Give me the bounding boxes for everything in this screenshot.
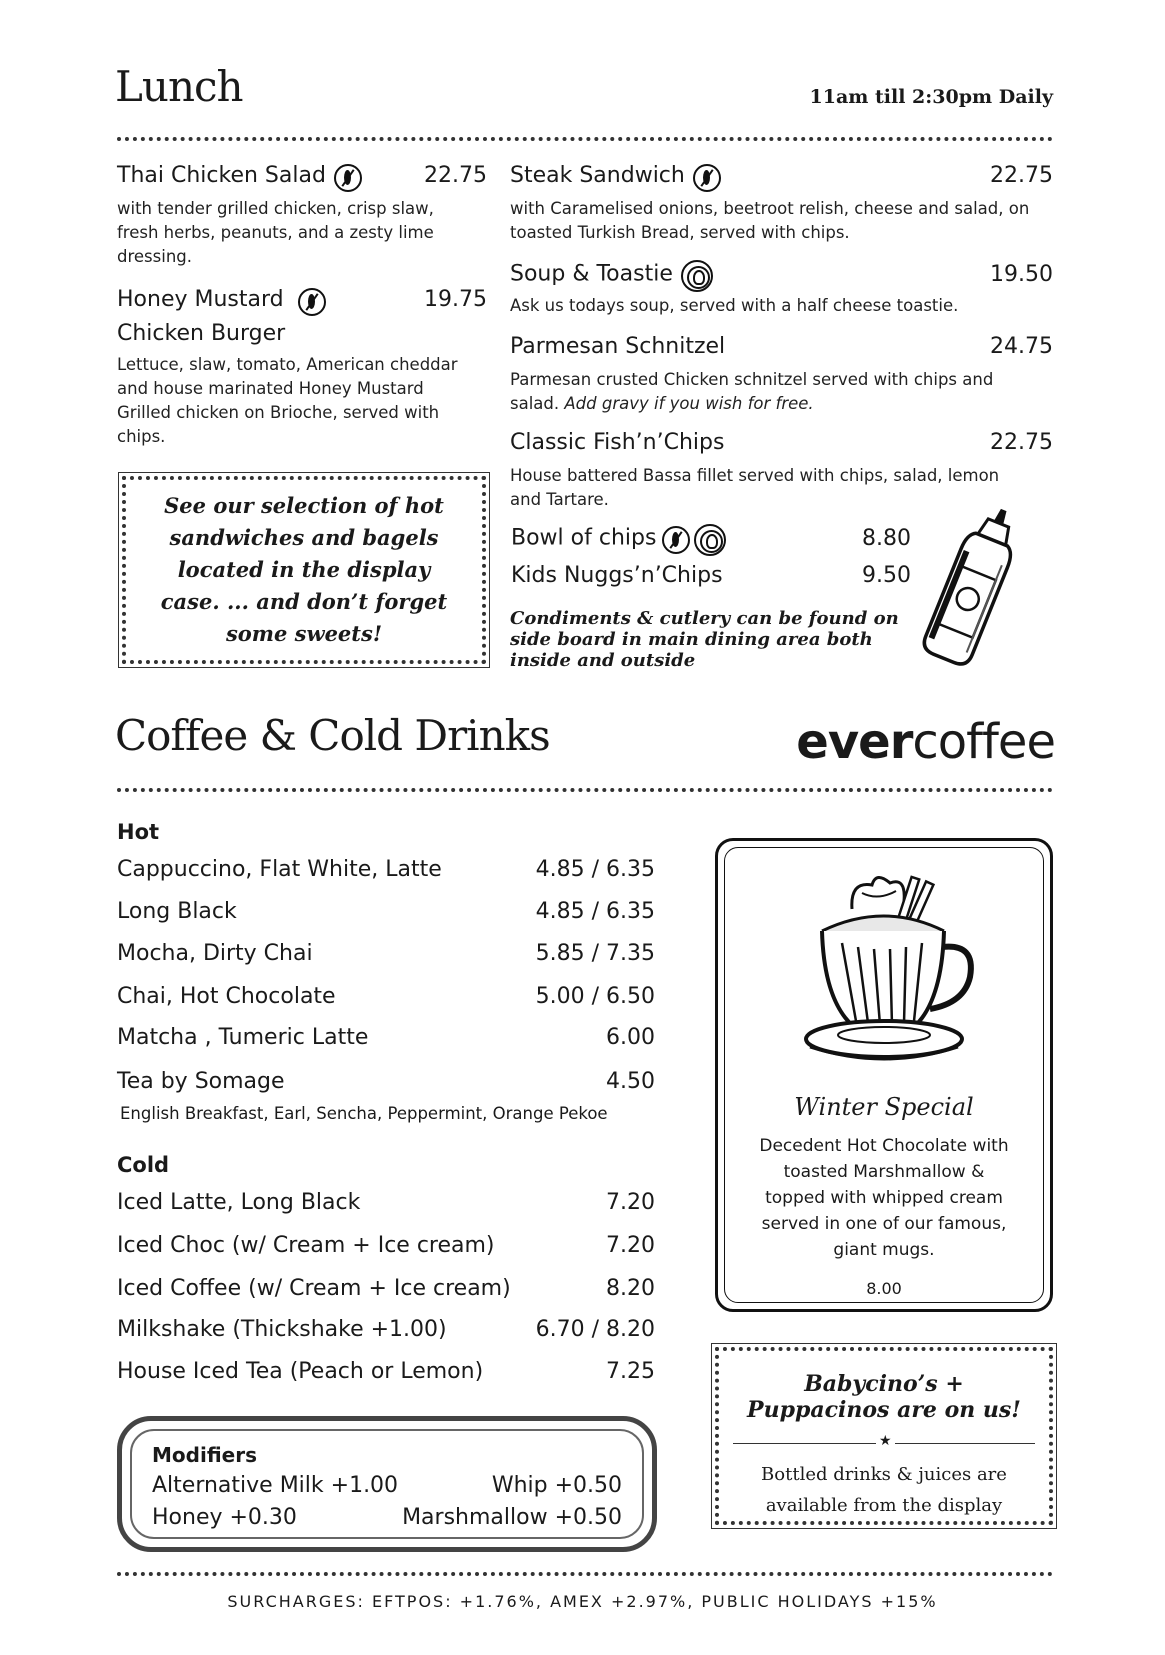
item-price: 22.75 [990,163,1053,188]
evercoffee-logo [796,714,1055,770]
item-description: with Caramelised onions, beetroot relish, cheese and salad, on toasted Turkish Bread, served with chips. [510,199,1030,242]
lunch-hours: 11am till 2:30pm Daily [809,86,1053,108]
star-icon: ★ [876,1433,895,1449]
item-name: Bowl of chips [511,525,657,551]
menu-item [510,260,1053,318]
gluten-free-icon [662,526,690,554]
item-description [510,368,1030,416]
item-name: Kids Nuggs’n’Chips [511,563,723,588]
tea-varieties: English Breakfast, Earl, Sencha, Peppermint, Orange Pekoe [120,1104,608,1123]
item-description: House battered Bassa fillet served with chips, salad, lemon and Tartare. [510,466,1000,509]
drink-name: Mocha, Dirty Chai [117,941,313,966]
modifiers-title: Modifiers [152,1443,257,1467]
winter-special-box [715,838,1053,1312]
item-description-text: Parmesan crusted Chicken schnitzel served with chips and salad. [510,370,994,413]
gluten-free-icon [693,164,721,192]
drink-price: 4.85 / 6.35 [535,899,655,924]
drink-price: 7.25 [606,1359,655,1384]
item-price: 22.75 [424,163,487,188]
item-description: Lettuce, slaw, tomato, American cheddar and house marinated Honey Mustard Grilled chicken on Brioche, served with chips. [117,355,458,446]
drink-price: 6.70 / 8.20 [535,1317,655,1342]
drink-name: Iced Latte, Long Black [117,1190,361,1215]
item-price: 19.50 [990,262,1053,287]
divider [117,788,1053,792]
lunch-title: Lunch [115,62,243,111]
ornament-divider [733,1433,1035,1449]
menu-item [117,163,487,269]
drink-name: Chai, Hot Chocolate [117,984,336,1009]
drink-name: Matcha , Tumeric Latte [117,1025,369,1050]
menu-item [510,163,1053,245]
hot-chocolate-mug-icon [792,871,982,1071]
sauce-bottle-icon [918,500,1028,672]
item-description: with tender grilled chicken, crisp slaw, fresh herbs, peanuts, and a zesty lime dressing. [117,199,434,266]
modifier-marshmallow: Marshmallow +0.50 [402,1505,622,1530]
item-price: 9.50 [862,563,911,588]
drink-price: 6.00 [606,1025,655,1050]
drink-price: 5.85 / 7.35 [535,941,655,966]
note-text: See our selection of hot sandwiches and bagels located in the display case. ... and don’t forget some sweets! [160,493,448,646]
item-price: 22.75 [990,430,1053,455]
item-name: Steak Sandwich [510,163,685,188]
drink-price: 4.85 / 6.35 [535,857,655,882]
drink-price: 4.50 [606,1069,655,1094]
item-price: 8.80 [862,526,911,551]
drink-price: 7.20 [606,1190,655,1215]
item-name: Thai Chicken Salad [117,163,326,188]
drink-name: Iced Choc (w/ Cream + Ice cream) [117,1233,495,1258]
cold-heading: Cold [117,1153,170,1177]
drink-name: Long Black [117,899,237,924]
modifiers-box [117,1416,657,1552]
babycino-box [715,1347,1053,1525]
drink-name: Milkshake (Thickshake +1.00) [117,1317,447,1342]
drink-name: Tea by Somage [117,1069,285,1094]
drink-name: House Iced Tea (Peach or Lemon) [117,1359,484,1384]
modifier-honey: Honey +0.30 [152,1505,297,1530]
menu-item [511,524,911,560]
item-name: Honey Mustard [117,287,284,312]
drink-price: 7.20 [606,1233,655,1258]
drinks-title: Coffee & Cold Drinks [115,711,550,760]
drink-price: 8.20 [606,1276,655,1301]
item-name-line2: Chicken Burger [117,321,286,346]
winter-special-price: 8.00 [866,1279,902,1298]
item-price: 24.75 [990,334,1053,359]
winter-special-desc: Decedent Hot Chocolate with toasted Marshmallow & topped with whipped cream served in one of our famous, giant mugs. [759,1136,1009,1260]
item-price: 19.75 [424,287,487,312]
item-description-note: Add gravy if you wish for free. [564,394,814,413]
gluten-free-icon [298,288,326,316]
vegetarian-icon [681,260,713,292]
menu-item [510,334,1053,416]
vegetarian-icon [694,524,726,556]
item-description: Ask us todays soup, served with a half cheese toastie. [510,296,959,315]
menu-item [511,563,911,595]
logo-light: coffee [912,714,1055,770]
modifier-whip: Whip +0.50 [491,1473,622,1498]
drink-name: Cappuccino, Flat White, Latte [117,857,442,882]
hot-sandwiches-note [122,476,486,664]
hot-heading: Hot [117,820,160,844]
gluten-free-icon [334,164,362,192]
surcharges-note: SURCHARGES: EFTPOS: +1.76%, AMEX +2.97%, PUBLIC HOLIDAYS +15% [227,1592,938,1611]
bottled-drinks-note: Bottled drinks & juices are available from the display [761,1464,1007,1516]
item-name: Parmesan Schnitzel [510,334,726,359]
condiments-note: Condiments & cutlery can be found on side board in main dining area both inside and outside [510,608,899,671]
menu-item [117,287,487,449]
babycino-title: Babycino’s + Puppacinos are on us! [747,1371,1021,1423]
divider [117,1572,1053,1576]
item-name: Soup & Toastie [510,261,673,287]
item-name: Classic Fish’n’Chips [510,430,725,455]
winter-special-title: Winter Special [794,1093,974,1121]
drink-name: Iced Coffee (w/ Cream + Ice cream) [117,1276,511,1301]
modifier-alt-milk: Alternative Milk +1.00 [152,1473,399,1498]
drink-price: 5.00 / 6.50 [535,984,655,1009]
divider [117,137,1053,141]
logo-bold: ever [796,714,913,770]
